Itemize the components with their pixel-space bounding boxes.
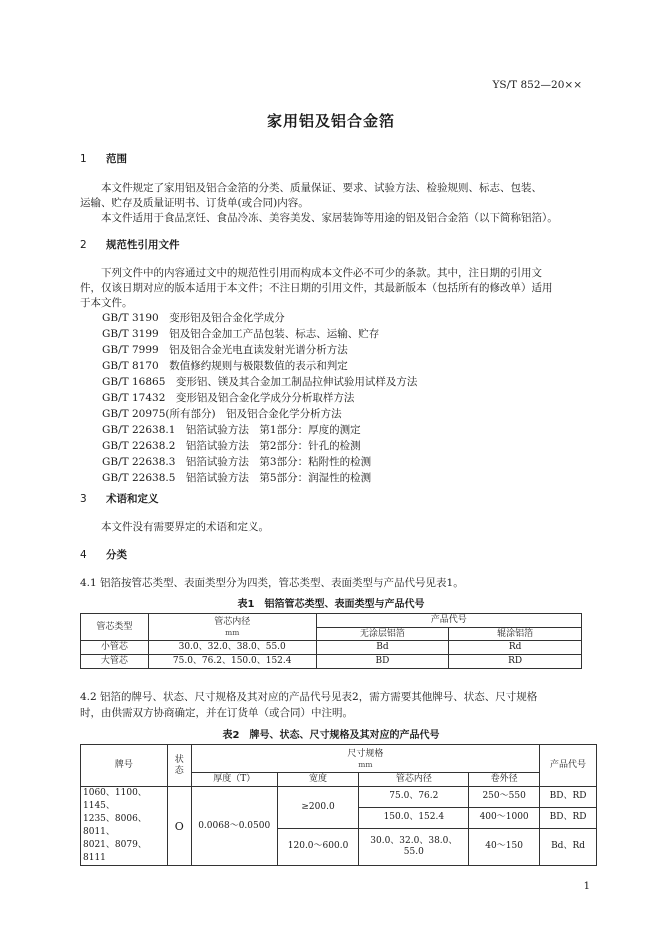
table2-header-code: 产品代号 xyxy=(540,745,597,787)
table-row xyxy=(81,787,597,808)
unit-label: mm xyxy=(358,759,373,769)
clause-4-2-line1: 4.2 铝箔的牌号、状态、尺寸规格及其对应的产品代号见表2，需方需要其他牌号、状态、尺寸规格 xyxy=(80,691,538,703)
table2-header-thickness: 厚度（T） xyxy=(191,773,277,787)
page-number: 1 xyxy=(583,881,590,892)
section-number: 4 xyxy=(80,549,87,561)
document-title: 家用铝及铝合金箔 xyxy=(266,112,395,130)
refs-intro-line1: 下列文件中的内容通过文中的规范性引用而构成本文件必不可少的条款。其中，注日期的引用文 xyxy=(101,267,542,279)
table2-header-grade: 牌号 xyxy=(81,745,168,787)
table-row xyxy=(81,655,582,669)
table2 xyxy=(80,744,597,866)
table2-header-core-id: 管芯内径 xyxy=(359,773,469,787)
width-cell: 120.0～600.0 xyxy=(277,828,359,865)
reference-item: GB/T 20975(所有部分) 铝及铝合金化学分析方法 xyxy=(102,408,342,420)
coated-code-cell: RD xyxy=(449,655,582,669)
refs-intro-line3: 于本文件。 xyxy=(80,297,133,309)
reference-item: GB/T 3199 铝及铝合金加工产品包装、标志、运输、贮存 xyxy=(102,328,380,340)
section-title: 分类 xyxy=(106,549,127,561)
grade-cell xyxy=(81,787,168,866)
table1-header-coated: 辊涂铝箔 xyxy=(449,628,582,641)
table1-header-core-id xyxy=(148,614,316,641)
reference-item: GB/T 3190 变形铝及铝合金化学成分 xyxy=(102,312,285,324)
coated-code-cell: Rd xyxy=(449,641,582,655)
section-4-heading xyxy=(80,548,127,562)
roll-od-cell: 250～550 xyxy=(469,787,540,808)
grade-line: 8021、8079、8111 xyxy=(83,840,147,863)
roll-od-cell: 400～1000 xyxy=(469,807,540,828)
scope-para1-line2: 运输、贮存及质量证明书、订货单(或合同)内容。 xyxy=(80,197,309,209)
core-id-cell: 30.0、32.0、38.0、55.0 xyxy=(359,828,469,865)
header-label: 尺寸规格 xyxy=(347,748,384,759)
uncoated-code-cell: Bd xyxy=(316,641,449,655)
section-number: 1 xyxy=(80,153,87,165)
section-title: 术语和定义 xyxy=(106,493,159,505)
reference-item: GB/T 22638.2 铝箔试验方法 第2部分：针孔的检测 xyxy=(102,440,361,452)
header-label: 态 xyxy=(174,765,184,776)
section-3-heading xyxy=(80,492,159,506)
width-cell: ≥200.0 xyxy=(277,787,359,829)
header-label: 状 xyxy=(174,754,184,765)
table2-header-size xyxy=(191,745,539,773)
code-cell: BD、RD xyxy=(540,787,597,808)
roll-od-cell: 40～150 xyxy=(469,828,540,865)
core-id-cell: 150.0、152.4 xyxy=(359,807,469,828)
table1-header-uncoated: 无涂层铝箔 xyxy=(316,628,449,641)
core-type-cell: 大管芯 xyxy=(81,655,149,669)
reference-item: GB/T 7999 铝及铝合金光电直读发射光谱分析方法 xyxy=(102,344,348,356)
clause-4-2-line2: 时，由供需双方协商确定，并在订货单（或合同）中注明。 xyxy=(80,707,353,719)
section-1-heading xyxy=(80,152,127,166)
clause-4-1: 4.1 铝箔按管芯类型、表面类型分为四类，管芯类型、表面类型与产品代号见表1。 xyxy=(80,577,464,589)
table2-header-temper xyxy=(167,745,191,787)
code-cell: Bd、Rd xyxy=(540,828,597,865)
document-code: YS/T 852—20×× xyxy=(492,79,582,91)
temper-cell: O xyxy=(167,787,191,866)
section-number: 2 xyxy=(80,239,87,251)
table2-header-roll-od: 卷外径 xyxy=(469,773,540,787)
table1 xyxy=(80,613,582,669)
core-id-cell: 30.0、32.0、38.0、55.0 xyxy=(148,641,316,655)
unit-label: mm xyxy=(225,628,240,637)
refs-intro-line2: 件，仅该日期对应的版本适用于本文件；不注日期的引用文件，其最新版本（包括所有的修改单）适用 xyxy=(80,282,553,294)
uncoated-code-cell: BD xyxy=(316,655,449,669)
table2-caption: 表2 牌号、状态、尺寸规格及其对应的产品代号 xyxy=(222,730,440,741)
thickness-cell: 0.0068～0.0500 xyxy=(191,787,277,866)
reference-item: GB/T 16865 变形铝、镁及其合金加工制品拉伸试验用试样及方法 xyxy=(102,376,418,388)
reference-item: GB/T 22638.1 铝箔试验方法 第1部分：厚度的测定 xyxy=(102,424,361,436)
table2-header-width: 宽度 xyxy=(277,773,359,787)
reference-item: GB/T 8170 数值修约规则与极限数值的表示和判定 xyxy=(102,360,348,372)
table1-caption: 表1 铝箔管芯类型、表面类型与产品代号 xyxy=(237,599,425,610)
reference-item: GB/T 22638.5 铝箔试验方法 第5部分：润湿性的检测 xyxy=(102,472,372,484)
section-number: 3 xyxy=(80,493,87,505)
header-label: 管芯内径 xyxy=(214,617,251,627)
core-id-cell: 75.0、76.2、150.0、152.4 xyxy=(148,655,316,669)
grade-line: 1060、1100、1145、 xyxy=(83,788,147,811)
table-row xyxy=(81,641,582,655)
reference-item: GB/T 22638.3 铝箔试验方法 第3部分：粘附性的检测 xyxy=(102,456,372,468)
section-title: 范围 xyxy=(106,153,127,165)
scope-para2: 本文件适用于食品烹饪、食品冷冻、美容美发、家居装饰等用途的铝及铝合金箔（以下简称铝箔）。 xyxy=(101,212,558,224)
table1-header-code: 产品代号 xyxy=(316,614,581,628)
section-2-heading xyxy=(80,238,180,252)
table1-header-core-type: 管芯类型 xyxy=(81,614,149,641)
grade-line: 1235、8006、8011、 xyxy=(83,814,147,837)
section-title: 规范性引用文件 xyxy=(106,239,180,251)
code-cell: BD、RD xyxy=(540,807,597,828)
core-type-cell: 小管芯 xyxy=(81,641,149,655)
reference-item: GB/T 17432 变形铝及铝合金化学成分分析取样方法 xyxy=(102,392,355,404)
terms-para: 本文件没有需要界定的术语和定义。 xyxy=(101,521,269,533)
core-id-cell: 75.0、76.2 xyxy=(359,787,469,808)
scope-para1-line1: 本文件规定了家用铝及铝合金箔的分类、质量保证、要求、试验方法、检验规则、标志、包装、 xyxy=(101,182,542,194)
